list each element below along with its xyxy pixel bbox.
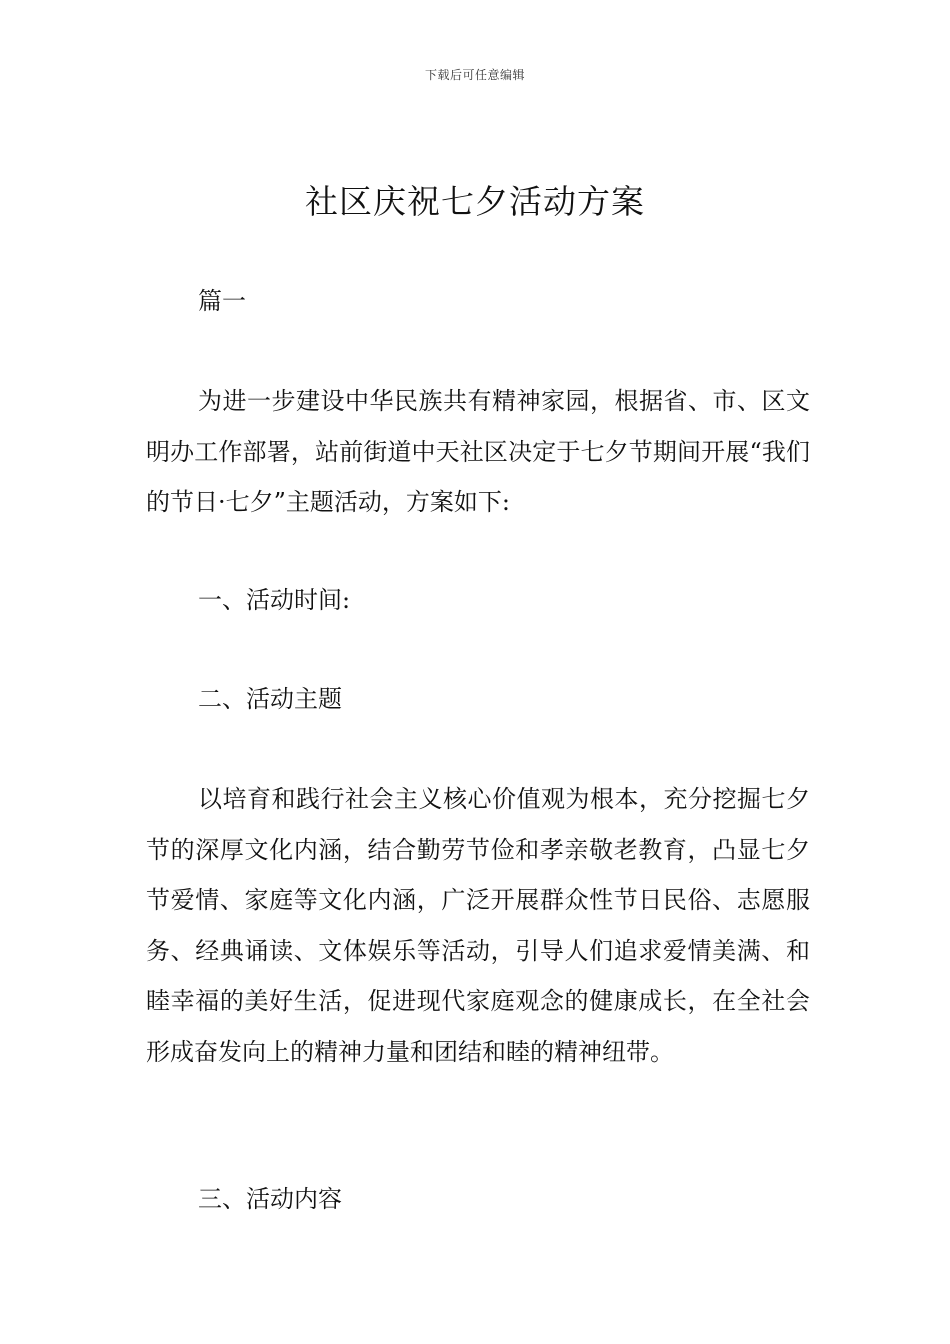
document-title: 社区庆祝七夕活动方案 <box>305 182 645 221</box>
intro-paragraph: 为进一步建设中华民族共有精神家园，根据省、市、区文明办工作部署，站前街道中天社区决定于七夕节期间开展“我们的节日·七夕”主题活动，方案如下: <box>146 387 810 516</box>
theme-paragraph: 以培育和践行社会主义核心价值观为根本，充分挖掘七夕节的深厚文化内涵，结合勤劳节俭和孝亲敬老教育，凸显七夕节爱情、家庭等文化内涵，广泛开展群众性节日民俗、志愿服务、经典诵读、文体娱乐等活动，引导人们追求爱情美满、和睦幸福的美好生活，促进现代家庭观念的健康成长，在全社会形成奋发向上的精神力量和团结和睦的精神纽带。 <box>146 785 810 1066</box>
heading-activity-content: 三、活动内容 <box>198 1185 342 1213</box>
header-note: 下载后可任意编辑 <box>424 68 525 82</box>
section-label: 篇一 <box>198 287 246 315</box>
heading-activity-theme: 二、活动主题 <box>198 685 342 713</box>
heading-activity-time: 一、活动时间: <box>198 586 351 614</box>
